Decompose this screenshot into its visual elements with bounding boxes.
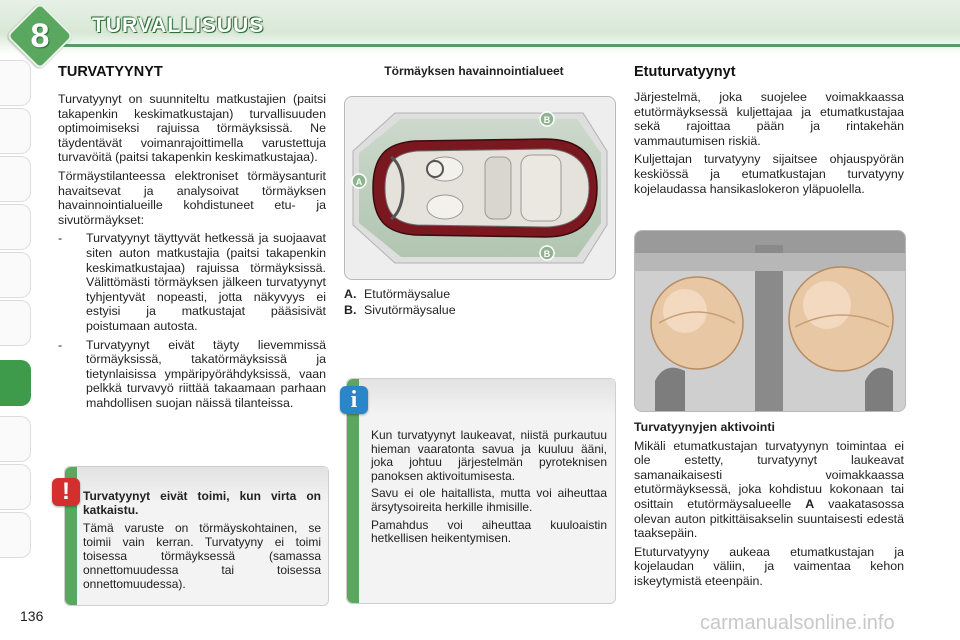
page-number: 136 bbox=[20, 608, 44, 624]
zone-b-marker: B bbox=[543, 249, 551, 259]
section-heading: Etuturvatyynyt bbox=[634, 64, 736, 80]
activation-paragraph bbox=[634, 439, 904, 541]
legend-key: A. bbox=[344, 287, 357, 301]
front-airbags-illustration bbox=[635, 231, 905, 411]
airbag-location-paragraph: Kuljettajan turvatyyny sijaitsee ohjauspyörän keskiössä ja etumatkustajan turvatyyny kojelaudassa hansikaslokeron yläpuolella. bbox=[634, 152, 904, 196]
left-column bbox=[58, 64, 326, 414]
passenger-airbag bbox=[789, 267, 893, 371]
car-body bbox=[373, 139, 597, 237]
chapter-number: 8 bbox=[30, 17, 50, 55]
notice-shade bbox=[359, 379, 615, 415]
figure-title: Törmäyksen havainnointialueet bbox=[384, 64, 564, 78]
legend-label: Sivutörmäysalue bbox=[364, 303, 456, 317]
list-item-text: Turvatyynyt eivät täyty lievemmissä törmäyksissä, takatörmäyksissä ja tietynlaisissa ympäripyörähdyksissä, vaan pelkkä turvavyö riittää takaamaan parhaan mahdollisen suojan näissä tilanteissa. bbox=[86, 337, 326, 410]
chapter-tab[interactable] bbox=[0, 156, 31, 202]
warning-icon: ! bbox=[52, 478, 80, 506]
chapter-title: TURVALLISUUS bbox=[92, 14, 265, 37]
intro-paragraph: Turvatyynyt on suunniteltu matkustajien (paitsi takapenkin keskimatkustajan) turvallisuuden optimoimiseksi rajuissa törmäyksissä. Ne täydentävät voimanrajoittimella varustettuja turvavöitä (paitsi takapenkin keskimatkustajaa). bbox=[58, 92, 326, 165]
chapter-tab[interactable] bbox=[0, 300, 31, 346]
detection-zones-figure bbox=[344, 96, 616, 280]
legend-label: Etutörmäysalue bbox=[364, 287, 451, 301]
marker-b-top bbox=[540, 112, 554, 126]
front-airbags-figure bbox=[634, 230, 906, 412]
activation-text-continued: vaakatasossa olevan auton pitkittäisakselin suuntaisesti edestä taaksepäin. bbox=[634, 496, 904, 541]
warning-box bbox=[64, 466, 329, 606]
warning-text: Tämä varuste on törmäyskohtainen, se toimii vain kerran. Turvatyyny ei toimi toisessa törmäyksessä (samassa onnettomuudessa tai toisessa onnettomuudessa). bbox=[83, 521, 321, 591]
chapter-tab-active[interactable] bbox=[0, 360, 31, 406]
info-paragraph: Pamahdus voi aiheuttaa kuuloaistin hetkellisen heikentymisen. bbox=[371, 517, 607, 546]
chapter-tab[interactable] bbox=[0, 416, 31, 462]
chapter-tab[interactable] bbox=[0, 108, 31, 154]
marker-b-bottom bbox=[540, 246, 554, 260]
legend-key: B. bbox=[344, 303, 357, 317]
info-icon: i bbox=[340, 386, 368, 414]
right-column-top bbox=[634, 64, 904, 200]
right-column-bottom bbox=[634, 420, 904, 593]
list-dash: - bbox=[58, 231, 63, 246]
driver-airbag bbox=[651, 277, 743, 369]
chapter-tab[interactable] bbox=[0, 464, 31, 510]
list-dash: - bbox=[58, 337, 63, 352]
zone-reference: A bbox=[805, 496, 815, 511]
chapter-tab[interactable] bbox=[0, 512, 31, 558]
list-item bbox=[58, 338, 326, 411]
section-heading: TURVATYYNYT bbox=[58, 64, 163, 80]
watermark: carmanualsonline.info bbox=[700, 612, 895, 634]
info-paragraph: Savu ei ole haitallista, mutta voi aiheuttaa ärsytysoireita herkille ihmisille. bbox=[371, 486, 607, 514]
chapter-tab[interactable] bbox=[0, 204, 31, 250]
zone-a-marker: A bbox=[355, 177, 363, 187]
figure-legend bbox=[344, 286, 456, 318]
list-item bbox=[58, 231, 326, 333]
subheading: Turvatyynyjen aktivointi bbox=[634, 420, 775, 434]
list-item-text: Turvatyynyt täyttyvät hetkessä ja suojaavat siten auton matkustajia (paitsi takapenkin keskimatkustajaa) rajuissa törmäyksissä. Välittömästi törmäyksen jälkeen turvatyynyt tyhjentyvät nopeasti, jotta näkyvyys ei estyisi ja matkustajat pääsisivät poistumaan autosta. bbox=[86, 231, 326, 333]
activation-text: Mikäli etumatkustajan turvatyynyn toimintaa ei ole estetty, turvatyynyt laukeavat samanaikaisesti voimakkaassa etutörmäyksessä, joka kohdistuu kokonaan tai osittain etutörmäysalueelle bbox=[634, 438, 904, 511]
warning-content bbox=[83, 489, 321, 595]
chapter-tabs bbox=[0, 60, 34, 580]
car-top-view-illustration bbox=[345, 97, 615, 279]
info-box bbox=[346, 378, 616, 604]
deployment-paragraph: Etuturvatyyny aukeaa etumatkustajan ja kojelaudan väliin, ja vaimentaa kehon iskeytymistä eteenpäin. bbox=[634, 544, 904, 588]
header-rule bbox=[38, 44, 960, 47]
zone-b-marker: B bbox=[543, 115, 551, 125]
detection-paragraph: Törmäystilanteessa elektroniset törmäysanturit havaitsevat ja analysoivat törmäyksen havainnointialueille kohdistuneet etu- ja sivutörmäykset: bbox=[58, 168, 326, 227]
chapter-tab[interactable] bbox=[0, 60, 31, 106]
warning-title: Turvatyynyt eivät toimi, kun virta on katkaistu. bbox=[83, 489, 321, 517]
airbag-intro-paragraph: Järjestelmä, joka suojelee voimakkaassa etutörmäyksessä kuljettajaa ja etumatkustajaa sekä rajoittaa pään ja rintakehän vammautumisen riskiä. bbox=[634, 90, 904, 148]
info-content bbox=[371, 429, 607, 550]
info-paragraph: Kun turvatyynyt laukeavat, niistä purkautuu hieman vaaratonta savua ja kuuluu ääni, joka johtuu järjestelmän pyroteknisen panoksen aktivoitumisesta. bbox=[371, 428, 607, 483]
chapter-tab[interactable] bbox=[0, 252, 31, 298]
marker-a bbox=[352, 174, 366, 188]
legend-item bbox=[344, 302, 456, 318]
legend-item bbox=[344, 286, 456, 302]
